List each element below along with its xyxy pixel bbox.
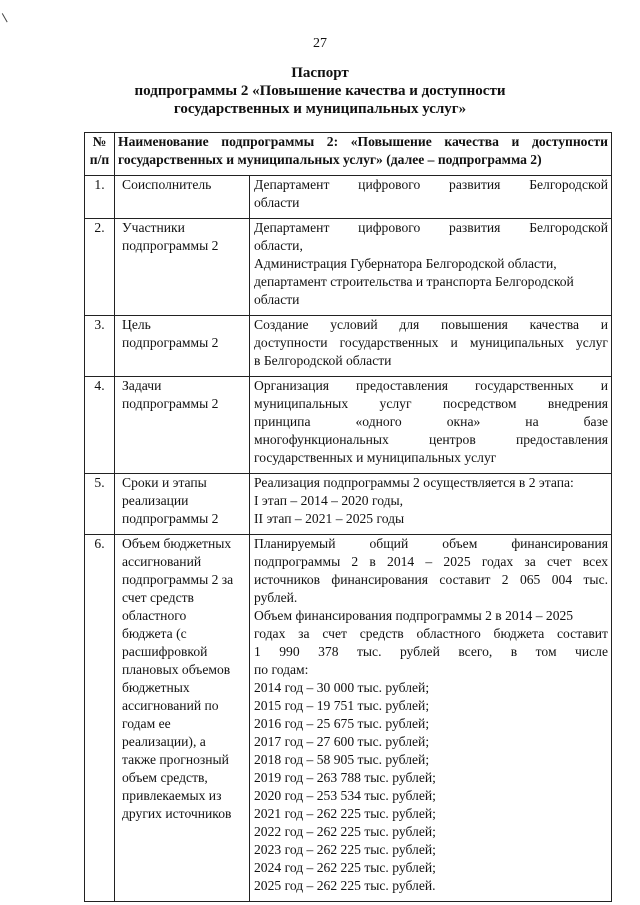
parameter-value-line: доступности государственных и муниципальных услуг — [254, 335, 608, 350]
parameter-value-line: 2022 год – 262 225 тыс. рублей; — [254, 824, 436, 839]
parameter-name-line: подпрограммы 2 — [122, 396, 219, 411]
parameter-name-line: Задачи — [122, 378, 162, 393]
parameter-name-line: Участники — [122, 220, 185, 235]
parameter-value-line: годах за счет средств областного бюджета составит — [254, 626, 608, 641]
row-parameter-value — [250, 377, 612, 474]
parameter-name-line: привлекаемых из — [122, 788, 222, 803]
row-number: 2. — [85, 219, 115, 316]
parameter-value-line: области, — [254, 238, 303, 253]
parameter-value-line: муниципальных услуг посредством внедрения — [254, 396, 608, 411]
header-title-line1: Наименование подпрограммы 2: «Повышение качества и доступности — [118, 134, 608, 149]
header-title-line2: государственных и муниципальных услуг» (далее – подпрограмма 2) — [118, 152, 542, 167]
parameter-value-line: многофункциональных центров предоставления — [254, 432, 608, 447]
row-number: 5. — [85, 474, 115, 535]
row-parameter-name — [115, 176, 250, 219]
heading-title: Паспорт — [291, 65, 349, 81]
parameter-value-line: в Белгородской области — [254, 353, 392, 368]
parameter-name-line: подпрограммы 2 за — [122, 572, 234, 587]
table-row — [85, 219, 612, 316]
parameter-name-line: бюджета (с — [122, 626, 187, 641]
parameter-name-line: Сроки и этапы — [122, 475, 207, 490]
parameter-value-line: Реализация подпрограммы 2 осуществляется в 2 этапа: — [254, 475, 574, 490]
parameter-name-line: объем средств, — [122, 770, 208, 785]
parameter-name-line: областного — [122, 608, 187, 623]
passport-rows — [85, 176, 612, 902]
parameter-value-line: рублей. — [254, 590, 298, 605]
parameter-name-line: подпрограммы 2 — [122, 238, 219, 253]
parameter-value-line: Объем финансирования подпрограммы 2 в 2014 – 2025 — [254, 608, 574, 623]
parameter-name-line: также прогнозный — [122, 752, 229, 767]
header-number-sign: № — [92, 134, 107, 149]
parameter-value-line: Организация предоставления государственных и — [254, 378, 608, 393]
row-parameter-value — [250, 535, 612, 902]
page-number: 27 — [313, 36, 327, 51]
parameter-value-line: по годам: — [254, 662, 309, 677]
parameter-value-line: 2016 год – 25 675 тыс. рублей; — [254, 716, 430, 731]
parameter-value-line: Создание условий для повышения качества и — [254, 317, 608, 332]
row-parameter-value — [250, 219, 612, 316]
parameter-name-line: расшифровкой — [122, 644, 208, 659]
parameter-value-line: источников финансирования составит 2 065 004 тыс. — [254, 572, 608, 587]
parameter-value-line: 2025 год – 262 225 тыс. рублей. — [254, 878, 436, 893]
parameter-value-line: 2015 год – 19 751 тыс. рублей; — [254, 698, 430, 713]
parameter-name-line: других источников — [122, 806, 232, 821]
parameter-value-line: Департамент цифрового развития Белгородской — [254, 220, 608, 235]
table-row — [85, 316, 612, 377]
row-parameter-value — [250, 176, 612, 219]
parameter-value-line: Планируемый общий объем финансирования — [254, 536, 608, 551]
table-row — [85, 474, 612, 535]
row-parameter-name — [115, 219, 250, 316]
parameter-value-line: подпрограммы 2 в 2014 – 2025 годах за счет всех — [254, 554, 608, 569]
parameter-value-line: 1 990 378 тыс. рублей всего, в том числе — [254, 644, 608, 659]
header-number-cell — [85, 133, 115, 176]
row-parameter-name — [115, 377, 250, 474]
row-number: 3. — [85, 316, 115, 377]
heading-subtitle-line1: подпрограммы 2 «Повышение качества и доступности — [134, 83, 506, 99]
row-parameter-name — [115, 535, 250, 902]
parameter-name-line: реализации — [122, 493, 189, 508]
row-number: 4. — [85, 377, 115, 474]
parameter-value-line: 2018 год – 58 905 тыс. рублей; — [254, 752, 430, 767]
parameter-value-line: Администрация Губернатора Белгородской области, — [254, 256, 557, 271]
row-parameter-name — [115, 316, 250, 377]
header-number-abbr: п/п — [89, 152, 110, 167]
header-title-cell — [115, 133, 612, 176]
parameter-name-line: Цель — [122, 317, 151, 332]
table-header-row — [85, 133, 612, 176]
parameter-value-line: I этап – 2014 – 2020 годы, — [254, 493, 404, 508]
table-row — [85, 176, 612, 219]
parameter-value-line: 2020 год – 253 534 тыс. рублей; — [254, 788, 436, 803]
document-heading — [0, 64, 640, 118]
parameter-value-line: 2014 год – 30 000 тыс. рублей; — [254, 680, 430, 695]
parameter-value-line: департамент строительства и транспорта Белгородской — [254, 274, 574, 289]
parameter-name-line: подпрограммы 2 — [122, 511, 219, 526]
parameter-name-line: плановых объемов — [122, 662, 231, 677]
parameter-name-line: годам ее — [122, 716, 171, 731]
parameter-name-line: бюджетных — [122, 680, 190, 695]
parameter-name-line: ассигнований по — [122, 698, 219, 713]
parameter-value-line: области — [254, 195, 300, 210]
parameter-value-line: 2023 год – 262 225 тыс. рублей; — [254, 842, 436, 857]
parameter-value-line: 2021 год – 262 225 тыс. рублей; — [254, 806, 436, 821]
row-number: 6. — [85, 535, 115, 902]
parameter-value-line: 2019 год – 263 788 тыс. рублей; — [254, 770, 436, 785]
row-parameter-value — [250, 474, 612, 535]
passport-table — [84, 132, 612, 902]
parameter-value-line: 2024 год – 262 225 тыс. рублей; — [254, 860, 436, 875]
heading-subtitle-line2: государственных и муниципальных услуг» — [173, 101, 467, 117]
row-parameter-name — [115, 474, 250, 535]
parameter-name-line: счет средств — [122, 590, 194, 605]
row-parameter-value — [250, 316, 612, 377]
parameter-value-line: принципа «одного окна» на базе — [254, 414, 608, 429]
parameter-value-line: области — [254, 292, 300, 307]
table-row — [85, 377, 612, 474]
scan-mark — [2, 12, 10, 23]
parameter-value-line: 2017 год – 27 600 тыс. рублей; — [254, 734, 430, 749]
parameter-name-line: ассигнований — [122, 554, 202, 569]
parameter-value-line: государственных и муниципальных услуг — [254, 450, 497, 465]
parameter-name-line: подпрограммы 2 — [122, 335, 219, 350]
parameter-name-line: реализации), а — [122, 734, 206, 749]
table-row — [85, 535, 612, 902]
parameter-name-line: Соисполнитель — [122, 177, 212, 192]
parameter-value-line: Департамент цифрового развития Белгородской — [254, 177, 608, 192]
parameter-name-line: Объем бюджетных — [122, 536, 232, 551]
row-number: 1. — [85, 176, 115, 219]
parameter-value-line: II этап – 2021 – 2025 годы — [254, 511, 405, 526]
